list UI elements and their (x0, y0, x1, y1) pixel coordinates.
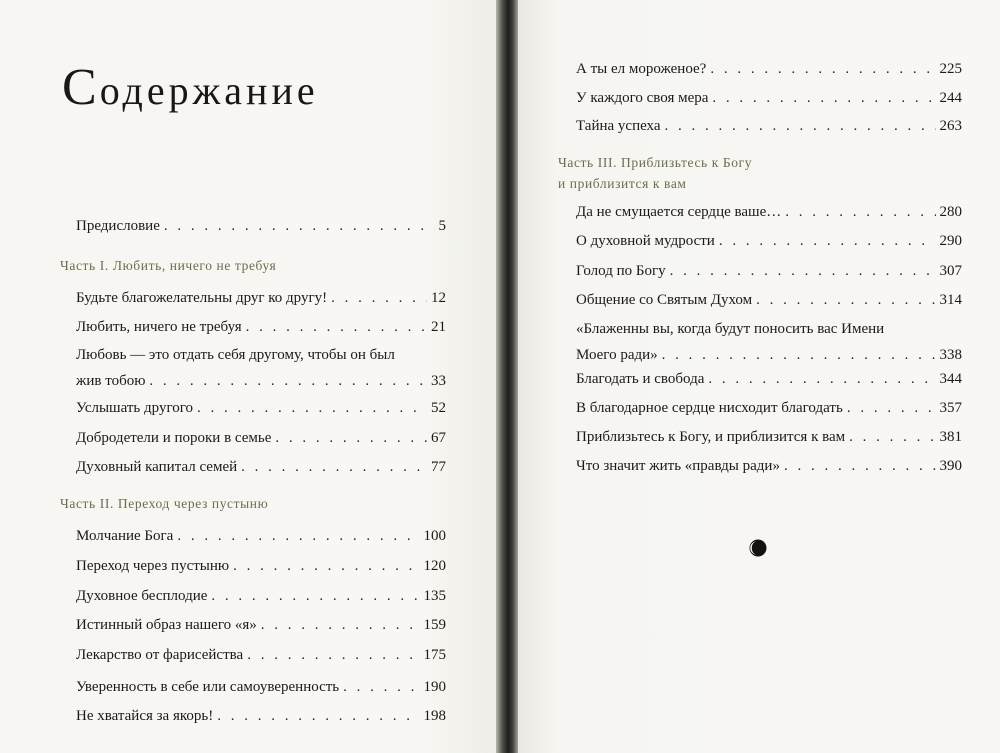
toc-entry-label: Переход через пустыню (76, 558, 230, 574)
toc-entry-label: жив тобою (76, 373, 146, 389)
dot-leader (343, 674, 419, 700)
toc-entry-page: 357 (939, 400, 962, 416)
toc-entry[interactable] (576, 366, 962, 392)
toc-entry-label: Предисловие (76, 218, 160, 234)
toc-entry-label: Духовное бесплодие (76, 588, 208, 604)
dot-leader (785, 199, 935, 225)
toc-entry-label: Благодать и свобода (576, 371, 705, 387)
dot-leader (261, 612, 420, 638)
toc-entry-label: У каждого своя мера (576, 90, 709, 106)
book-spine (496, 0, 518, 753)
toc-entry-label: Приблизьтесь к Богу, и приблизится к вам (576, 429, 846, 445)
toc-entry-label-line1: «Блаженны вы, когда будут поносить вас Имени (576, 321, 885, 337)
toc-entry-page: 67 (431, 430, 446, 446)
dot-leader (719, 228, 936, 254)
toc-entry[interactable] (576, 56, 962, 82)
toc-entry-page: 120 (423, 558, 446, 574)
toc-entry-page: 314 (939, 292, 962, 308)
toc-entry-page: 33 (431, 373, 446, 389)
toc-entry[interactable] (76, 703, 446, 729)
dot-leader (712, 85, 935, 111)
toc-entry[interactable] (76, 342, 446, 394)
toc-entry-page: 244 (939, 90, 962, 106)
toc-entry-label: Будьте благожелательны друг ко другу! (76, 290, 328, 306)
dot-leader (756, 287, 935, 313)
dot-leader (233, 553, 419, 579)
toc-entry-label: Не хватайся за якорь! (76, 708, 214, 724)
left-page (0, 0, 496, 753)
toc-entry-label: Услышать другого (76, 400, 193, 416)
dot-leader (149, 368, 427, 394)
toc-entry-page: 190 (423, 679, 446, 695)
toc-entry[interactable] (76, 642, 446, 668)
dot-leader (710, 56, 935, 82)
toc-entry-label: Уверенность в себе или самоуверенность (76, 679, 340, 695)
toc-entry-page: 390 (939, 458, 962, 474)
toc-entry[interactable] (576, 199, 962, 225)
toc-entry[interactable] (76, 674, 446, 700)
toc-entry-page: 12 (431, 290, 446, 306)
toc-entry[interactable] (576, 113, 962, 139)
toc-entry[interactable] (576, 395, 962, 421)
toc-entry-label: Лекарство от фарисейства (76, 647, 244, 663)
toc-entry-label: Духовный капитал семей (76, 459, 238, 475)
toc-entry-label: В благодарное сердце нисходит благодать (576, 400, 843, 416)
dot-leader (275, 425, 427, 451)
dot-leader (177, 523, 419, 549)
dot-leader (247, 642, 419, 668)
toc-entry-label: Любить, ничего не требуя (76, 319, 242, 335)
toc-entry-preface[interactable] (76, 213, 446, 239)
part-heading-1: Часть I. Любить, ничего не требуя (60, 258, 277, 273)
dot-leader (331, 285, 427, 311)
toc-entry-page: 307 (939, 263, 962, 279)
toc-entry-page: 52 (431, 400, 446, 416)
toc-entry[interactable] (576, 228, 962, 254)
toc-entry-page: 225 (939, 61, 962, 77)
dot-leader (662, 342, 936, 368)
toc-entry[interactable] (76, 454, 446, 480)
dot-leader (847, 395, 936, 421)
dot-leader (784, 453, 936, 479)
toc-entry-label: Общение со Святым Духом (576, 292, 753, 308)
toc-entry-page: 263 (939, 118, 962, 134)
toc-entry[interactable] (576, 316, 962, 368)
toc-entry-page: 290 (939, 233, 962, 249)
toc-entry-page: 21 (431, 319, 446, 335)
dot-leader (665, 113, 936, 139)
toc-entry-label: Что значит жить «правды ради» (576, 458, 780, 474)
toc-entry[interactable] (76, 395, 446, 421)
toc-entry-page: 175 (423, 647, 446, 663)
toc-entry-page: 159 (423, 617, 446, 633)
toc-entry[interactable] (76, 425, 446, 451)
dot-leader (670, 258, 936, 284)
toc-entry-label: Да не смущается сердце ваше… (576, 204, 782, 220)
toc-entry-label: Добродетели и пороки в семье (76, 430, 272, 446)
toc-entry[interactable] (76, 612, 446, 638)
toc-entry[interactable] (76, 553, 446, 579)
page-title: Содержание (62, 59, 319, 116)
toc-entry[interactable] (76, 314, 446, 340)
toc-entry[interactable] (76, 285, 446, 311)
toc-entry-page: 100 (423, 528, 446, 544)
dot-leader (241, 454, 427, 480)
toc-entry[interactable] (576, 258, 962, 284)
toc-entry-label: Молчание Бога (76, 528, 174, 544)
toc-entry-label: А ты ел мороженое? (576, 61, 707, 77)
dot-leader (211, 583, 419, 609)
toc-entry-page: 5 (438, 218, 446, 234)
dot-leader (164, 213, 435, 239)
toc-entry-label: Тайна успеха (576, 118, 661, 134)
toc-entry[interactable] (76, 583, 446, 609)
toc-entry-page: 77 (431, 459, 446, 475)
toc-entry-page: 280 (939, 204, 962, 220)
right-page (518, 0, 1000, 753)
part-heading-3-line2: и приблизится к вам (558, 176, 687, 191)
dot-leader (708, 366, 935, 392)
toc-entry[interactable] (576, 85, 962, 111)
toc-entry-page: 135 (423, 588, 446, 604)
toc-entry[interactable] (76, 523, 446, 549)
toc-entry-label: Моего ради» (576, 347, 658, 363)
half-moon-ornament-icon (748, 538, 768, 558)
part-heading-2: Часть II. Переход через пустыню (60, 496, 269, 511)
toc-entry[interactable] (576, 424, 962, 450)
part-heading-3-line1: Часть III. Приблизьтесь к Богу (558, 155, 753, 170)
dot-leader (197, 395, 427, 421)
toc-entry-page: 198 (423, 708, 446, 724)
toc-entry-page: 338 (939, 347, 962, 363)
dot-leader (217, 703, 419, 729)
toc-entry-page: 381 (939, 429, 962, 445)
toc-entry-label: Истинный образ нашего «я» (76, 617, 257, 633)
toc-entry-page: 344 (939, 371, 962, 387)
toc-entry-label: Голод по Богу (576, 263, 666, 279)
toc-entry-label-line1: Любовь — это отдать себя другому, чтобы он был (76, 347, 395, 363)
toc-entry-label: О духовной мудрости (576, 233, 715, 249)
toc-entry[interactable] (576, 453, 962, 479)
toc-entry[interactable] (576, 287, 962, 313)
dot-leader (849, 424, 935, 450)
dot-leader (246, 314, 427, 340)
